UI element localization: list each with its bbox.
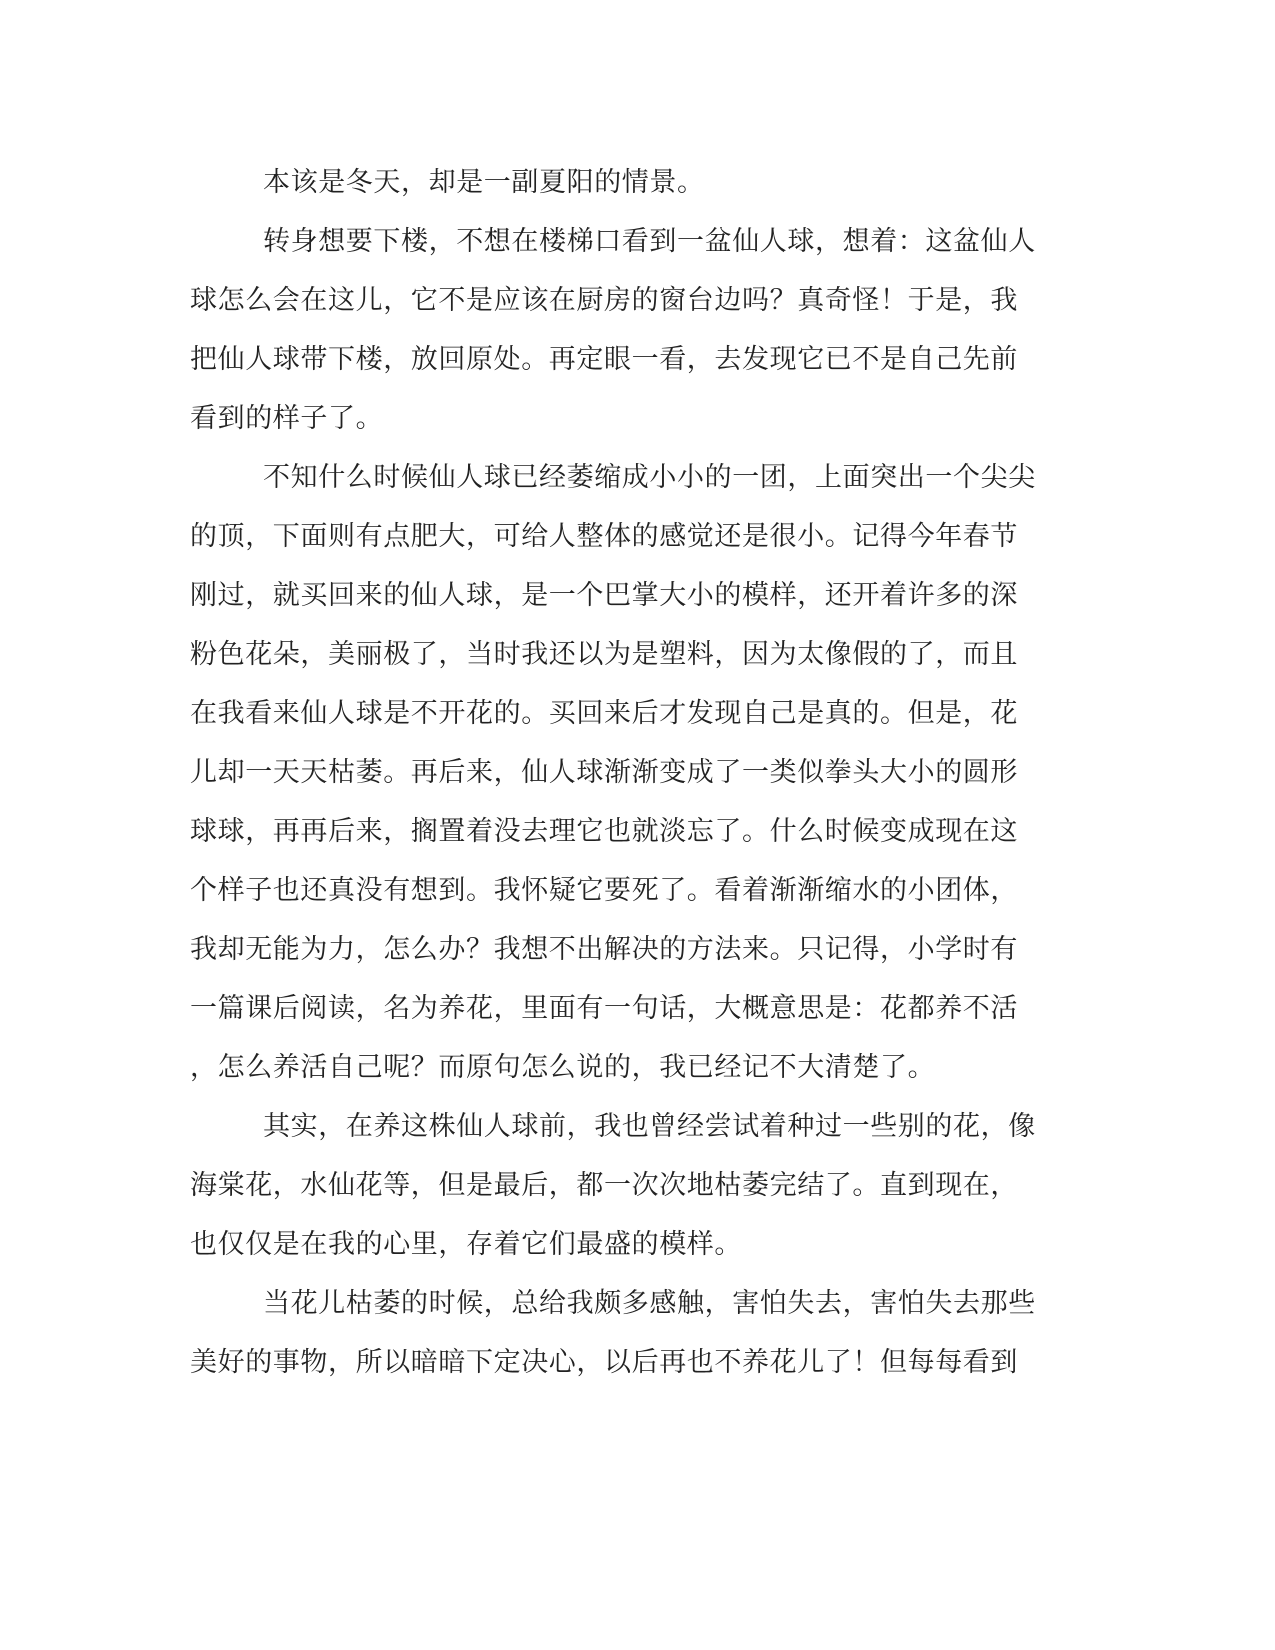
text-line: 本该是冬天，却是一副夏阳的情景。 xyxy=(263,167,705,198)
text-line: ，怎么养活自己呢？而原句怎么说的，我已经记不大清楚了。 xyxy=(190,1052,936,1083)
text-line: 球球，再再后来，搁置着没去理它也就淡忘了。什么时候变成现在这 xyxy=(190,816,1018,847)
text-line: 把仙人球带下楼，放回原处。再定眼一看，去发现它已不是自己先前 xyxy=(190,344,1018,375)
text-line: 看到的样子了。 xyxy=(190,403,384,434)
text-line: 粉色花朵，美丽极了，当时我还以为是塑料，因为太像假的了，而且 xyxy=(190,639,1018,670)
text-line: 其实，在养这株仙人球前，我也曾经尝试着种过一些别的花，像 xyxy=(263,1111,1036,1142)
text-line: 当花儿枯萎的时候，总给我颇多感触，害怕失去，害怕失去那些 xyxy=(263,1288,1036,1319)
text-line: 海棠花，水仙花等，但是最后，都一次次地枯萎完结了。直到现在， xyxy=(190,1170,1018,1201)
text-line: 一篇课后阅读，名为养花，里面有一句话，大概意思是：花都养不活 xyxy=(190,993,1018,1024)
text-line: 也仅仅是在我的心里，存着它们最盛的模样。 xyxy=(190,1229,742,1260)
text-line: 转身想要下楼，不想在楼梯口看到一盆仙人球，想着：这盆仙人 xyxy=(263,226,1036,257)
text-line: 个样子也还真没有想到。我怀疑它要死了。看着渐渐缩水的小团体， xyxy=(190,875,1018,906)
text-line: 球怎么会在这儿，它不是应该在厨房的窗台边吗？真奇怪！于是，我 xyxy=(190,285,1018,316)
text-line: 在我看来仙人球是不开花的。买回来后才发现自己是真的。但是，花 xyxy=(190,698,1018,729)
text-line: 美好的事物，所以暗暗下定决心，以后再也不养花儿了！但每每看到 xyxy=(190,1347,1018,1378)
text-line: 不知什么时候仙人球已经萎缩成小小的一团，上面突出一个尖尖 xyxy=(263,462,1036,493)
text-line: 的顶，下面则有点肥大，可给人整体的感觉还是很小。记得今年春节 xyxy=(190,521,1018,552)
text-line: 刚过，就买回来的仙人球，是一个巴掌大小的模样，还开着许多的深 xyxy=(190,580,1018,611)
text-line: 我却无能为力，怎么办？我想不出解决的方法来。只记得，小学时有 xyxy=(190,934,1018,965)
text-line: 儿却一天天枯萎。再后来，仙人球渐渐变成了一类似拳头大小的圆形 xyxy=(190,757,1018,788)
